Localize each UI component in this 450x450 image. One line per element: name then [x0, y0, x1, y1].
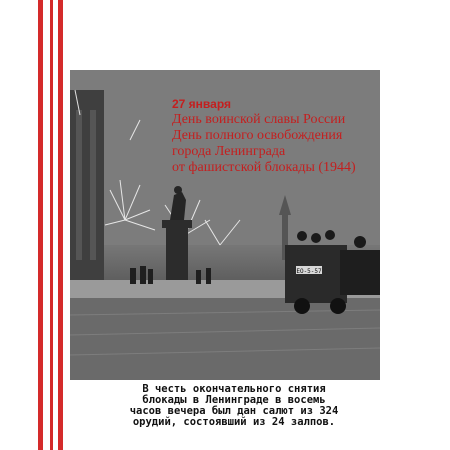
caption-line: В честь окончательного снятия: [142, 383, 326, 395]
caption: [84, 384, 384, 428]
headline-line: День воинской славы России: [172, 112, 346, 127]
caption-line: часов вечера был дан салют из 324: [129, 405, 339, 417]
headline-line: День полного освобождения: [172, 128, 343, 143]
red-stripe: [50, 0, 53, 450]
red-stripe: [58, 0, 63, 450]
headline-line: от фашистской блокады (1944): [172, 160, 356, 175]
caption-line: блокады в Ленинграде в восемь: [142, 394, 326, 406]
headline-line: города Ленинграда: [172, 144, 286, 159]
headline: [172, 96, 377, 176]
caption-line: орудий, состоявший из 24 залпов.: [132, 416, 336, 428]
truck-plate: ЕО-5-57: [296, 268, 322, 275]
red-stripe: [38, 0, 43, 450]
headline-date: 27 января: [172, 97, 231, 111]
